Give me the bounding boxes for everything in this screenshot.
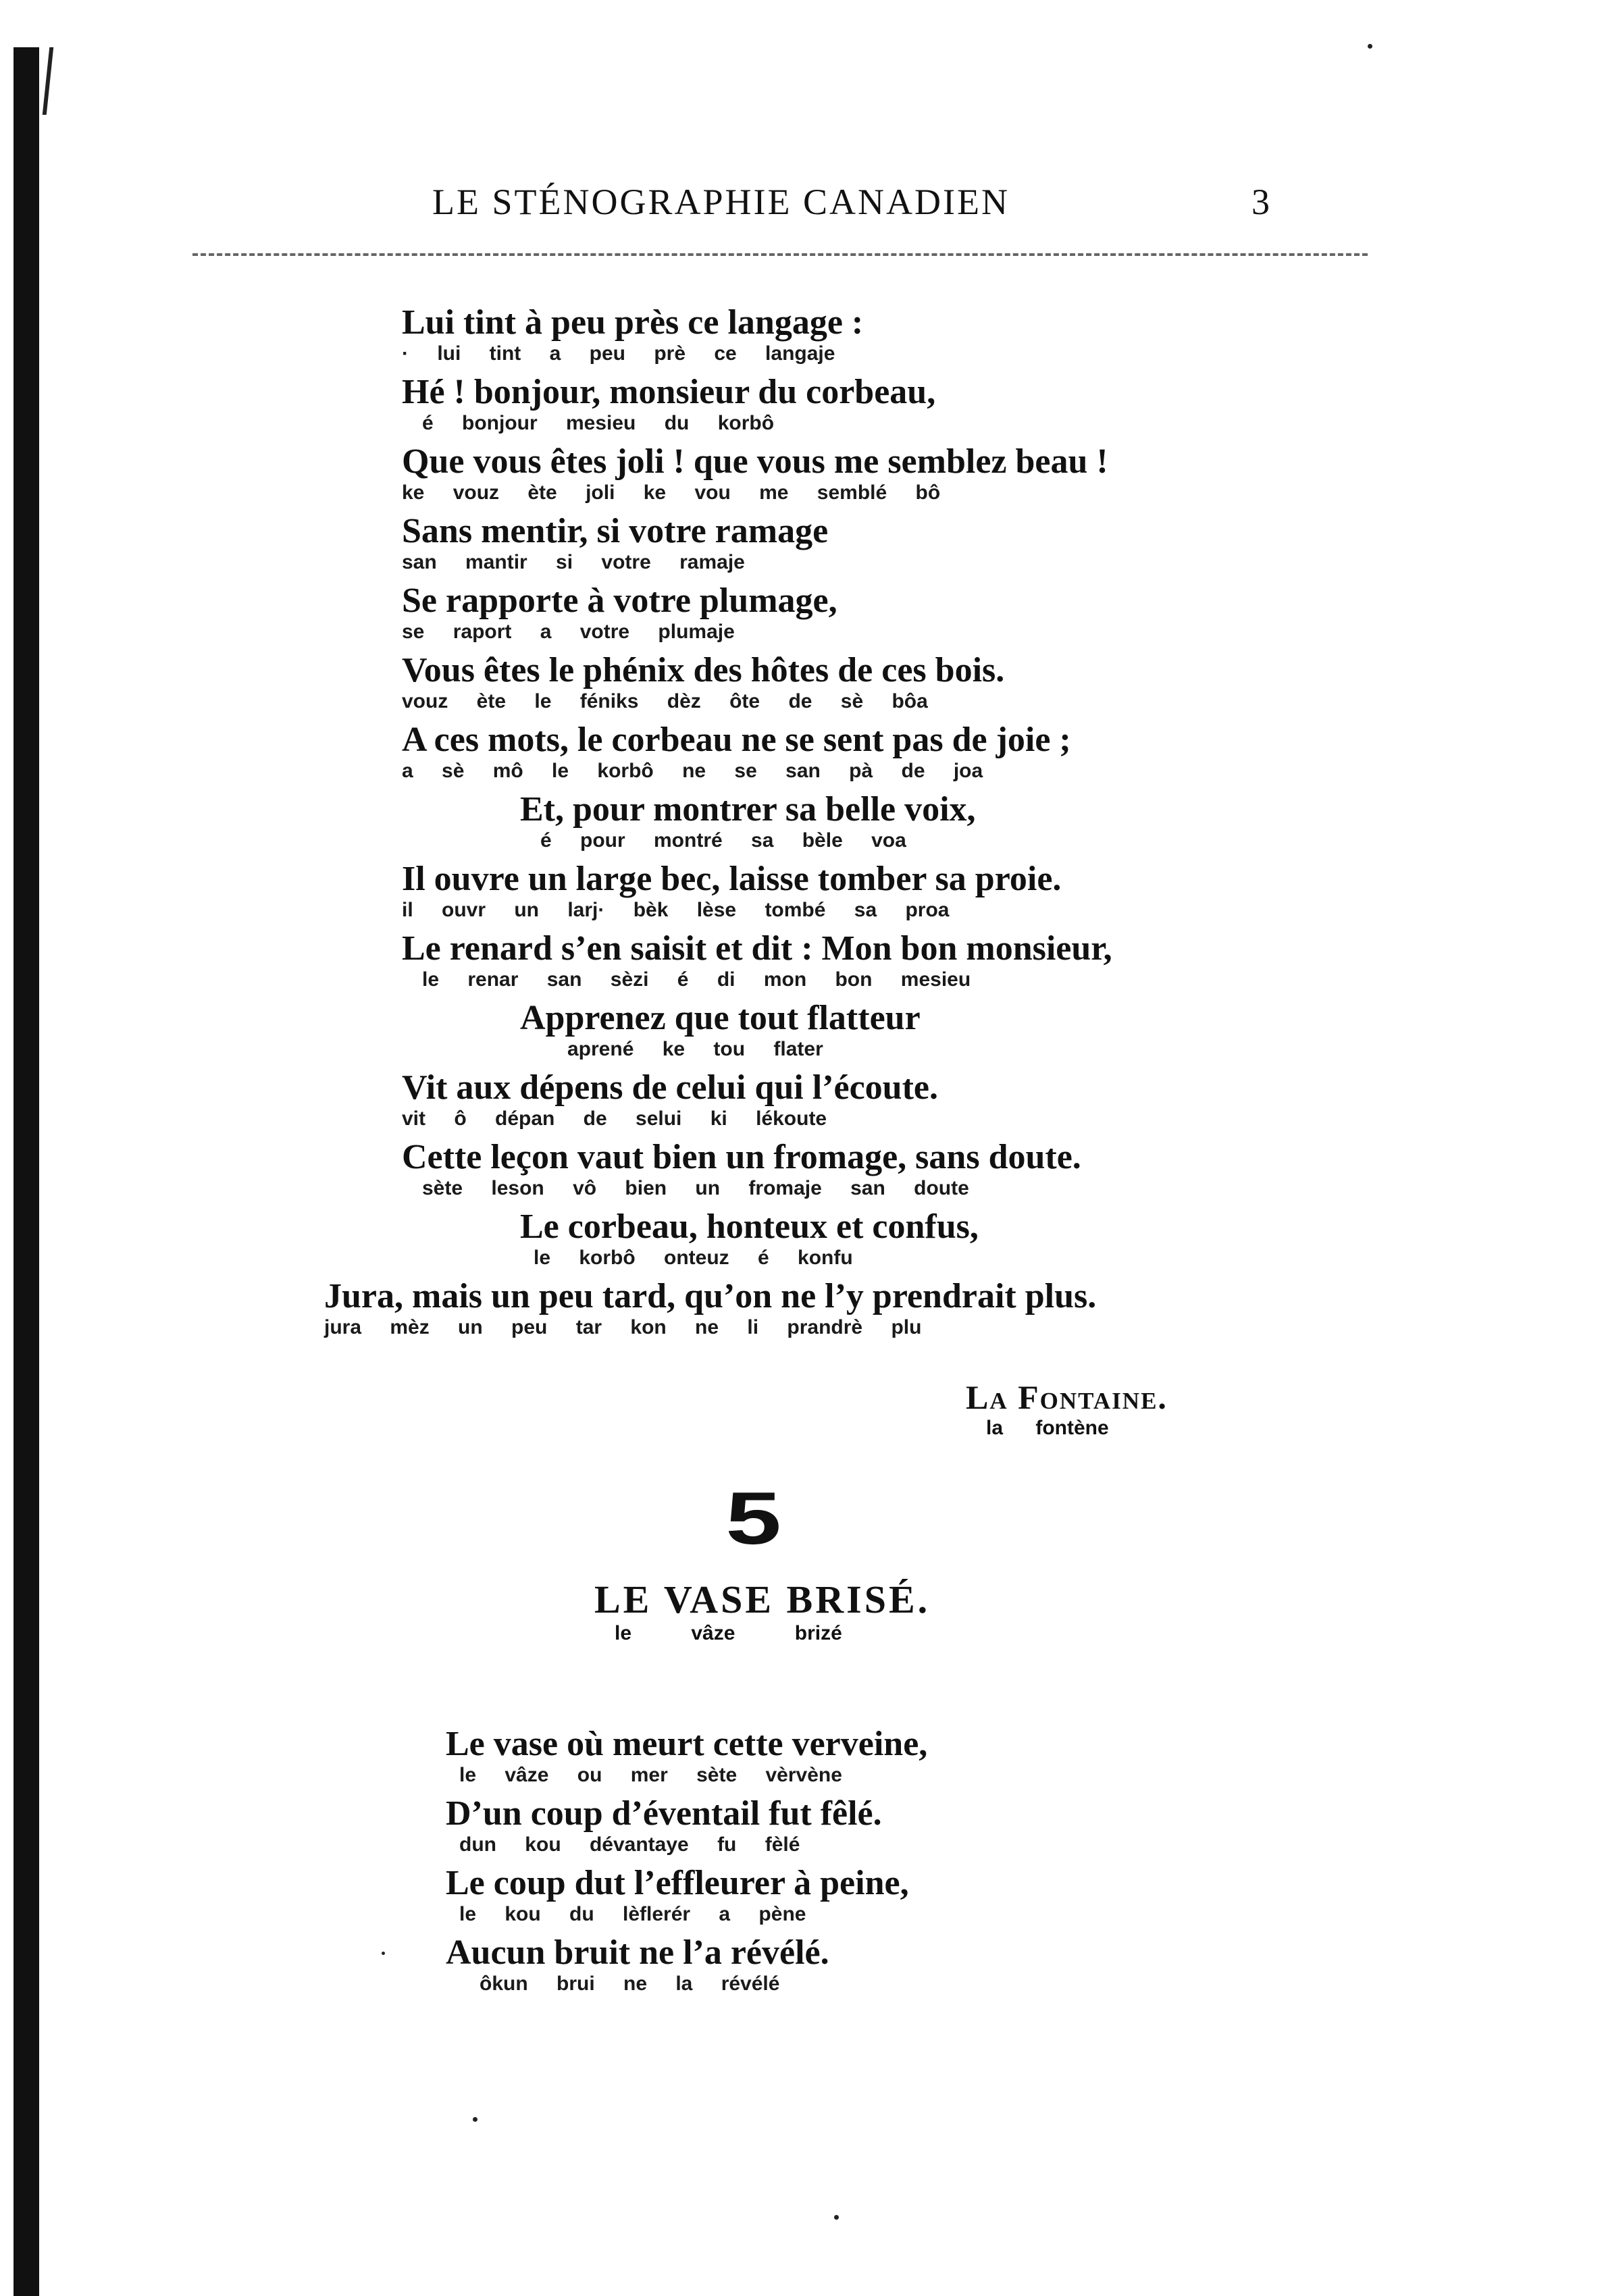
verse-text: Et, pour montrer sa belle voix, [520, 790, 976, 829]
verse-text: Apprenez que tout flatteur [520, 999, 921, 1037]
verse-text: D’un coup d’éventail fut fêlé. [446, 1794, 882, 1833]
verse-line [402, 513, 828, 573]
verse-text: Lui tint à peu près ce langage : [402, 303, 864, 342]
verse-line [402, 1139, 1081, 1199]
verse-line [324, 1278, 1096, 1338]
verse-phonetic: é pour montré sa bèle voa [540, 829, 906, 852]
verse-line [402, 652, 1004, 712]
author-signature [966, 1378, 1168, 1440]
verse-text: Le corbeau, honteux et confus, [520, 1207, 979, 1246]
verse-line [446, 1864, 909, 1925]
ink-speck [473, 2117, 477, 2122]
verse-line [446, 1795, 882, 1856]
verse-line [402, 721, 1071, 782]
running-title: LE STÉNOGRAPHIE CANADIEN [432, 182, 1010, 222]
verse-phonetic: vit ô dépan de selui ki lékoute [402, 1107, 827, 1130]
verse-text: Se rapporte à votre plumage, [402, 581, 837, 620]
verse-line [520, 999, 921, 1060]
verse-phonetic: jura mèz un peu tar kon ne li prandrè plu [324, 1316, 922, 1338]
verse-phonetic: le renar san sèzi é di mon bon mesieu [422, 968, 971, 991]
author-phonetic: la fontène [986, 1417, 1109, 1439]
author-name: La Fontaine. [966, 1378, 1168, 1416]
verse-line [402, 860, 1061, 921]
verse-line [446, 1725, 927, 1786]
verse-phonetic: ke vouz ète joli ke vou me semblé bô [402, 481, 941, 504]
verse-text: Que vous êtes joli ! que vous me semblez beau ! [402, 442, 1108, 481]
verse-phonetic: san mantir si votre ramaje [402, 551, 745, 573]
verse-line [446, 1934, 829, 1995]
verse-phonetic: ôkun brui ne la révélé [480, 1973, 780, 1995]
verse-phonetic: se raport a votre plumaje [402, 621, 735, 643]
book-spine-shadow [14, 47, 39, 2296]
verse-text: Il ouvre un large bec, laisse tomber sa proie. [402, 860, 1062, 898]
verse-phonetic: a sè mô le korbô ne se san pà de joa [402, 760, 983, 782]
verse-line [520, 1208, 979, 1269]
spine-edge-mark [43, 47, 54, 115]
fable-title: LE VASE BRISÉ. [594, 1577, 931, 1621]
verse-phonetic: le vâze ou mer sète vèrvène [459, 1764, 842, 1786]
fable-title-block [594, 1577, 930, 1645]
verse-phonetic: é bonjour mesieu du korbô [422, 412, 775, 434]
verse-phonetic: le korbô onteuz é konfu [534, 1247, 853, 1269]
verse-line [402, 582, 837, 643]
page-number: 3 [1251, 182, 1270, 222]
verse-text: Aucun bruit ne l’a révélé. [446, 1933, 829, 1972]
verse-line [402, 443, 1108, 504]
header-rule [192, 253, 1368, 256]
verse-text: Hé ! bonjour, monsieur du corbeau, [402, 373, 936, 411]
verse-phonetic: le kou du lèflerér a pène [459, 1903, 806, 1925]
verse-text: A ces mots, le corbeau ne se sent pas de joie ; [402, 721, 1071, 759]
verse-text: Vous êtes le phénix des hôtes de ces bois. [402, 651, 1005, 689]
fable-title-phonetic: le vâze brizé [615, 1622, 842, 1644]
verse-line [402, 304, 863, 365]
verse-line [520, 791, 976, 852]
verse-phonetic: · lui tint a peu prè ce langaje [402, 342, 835, 365]
verse-phonetic: aprené ke tou flater [567, 1038, 823, 1060]
verse-line [402, 1069, 938, 1130]
fable-number: 5 [725, 1477, 781, 1560]
verse-phonetic: il ouvr un larj· bèk lèse tombé sa proa [402, 899, 950, 921]
verse-text: Le renard s’en saisit et dit : Mon bon monsieur, [402, 929, 1112, 968]
verse-line [402, 373, 935, 434]
ink-speck [1368, 44, 1372, 49]
verse-phonetic: vouz ète le féniks dèz ôte de sè bôa [402, 690, 928, 712]
verse-line [402, 930, 1112, 991]
page-header [432, 181, 1270, 235]
verse-text: Sans mentir, si votre ramage [402, 512, 829, 550]
ink-speck [834, 2215, 839, 2220]
verse-text: Cette leçon vaut bien un fromage, sans doute. [402, 1138, 1081, 1176]
verse-text: Jura, mais un peu tard, qu’on ne l’y prendrait plus. [324, 1277, 1097, 1315]
verse-text: Vit aux dépens de celui qui l’écoute. [402, 1068, 938, 1107]
verse-phonetic: sète leson vô bien un fromaje san doute [422, 1177, 969, 1199]
verse-text: Le vase où meurt cette verveine, [446, 1725, 928, 1763]
verse-text: Le coup dut l’effleurer à peine, [446, 1864, 909, 1902]
ink-speck [382, 1952, 385, 1955]
verse-phonetic: dun kou dévantaye fu fèlé [459, 1833, 800, 1856]
